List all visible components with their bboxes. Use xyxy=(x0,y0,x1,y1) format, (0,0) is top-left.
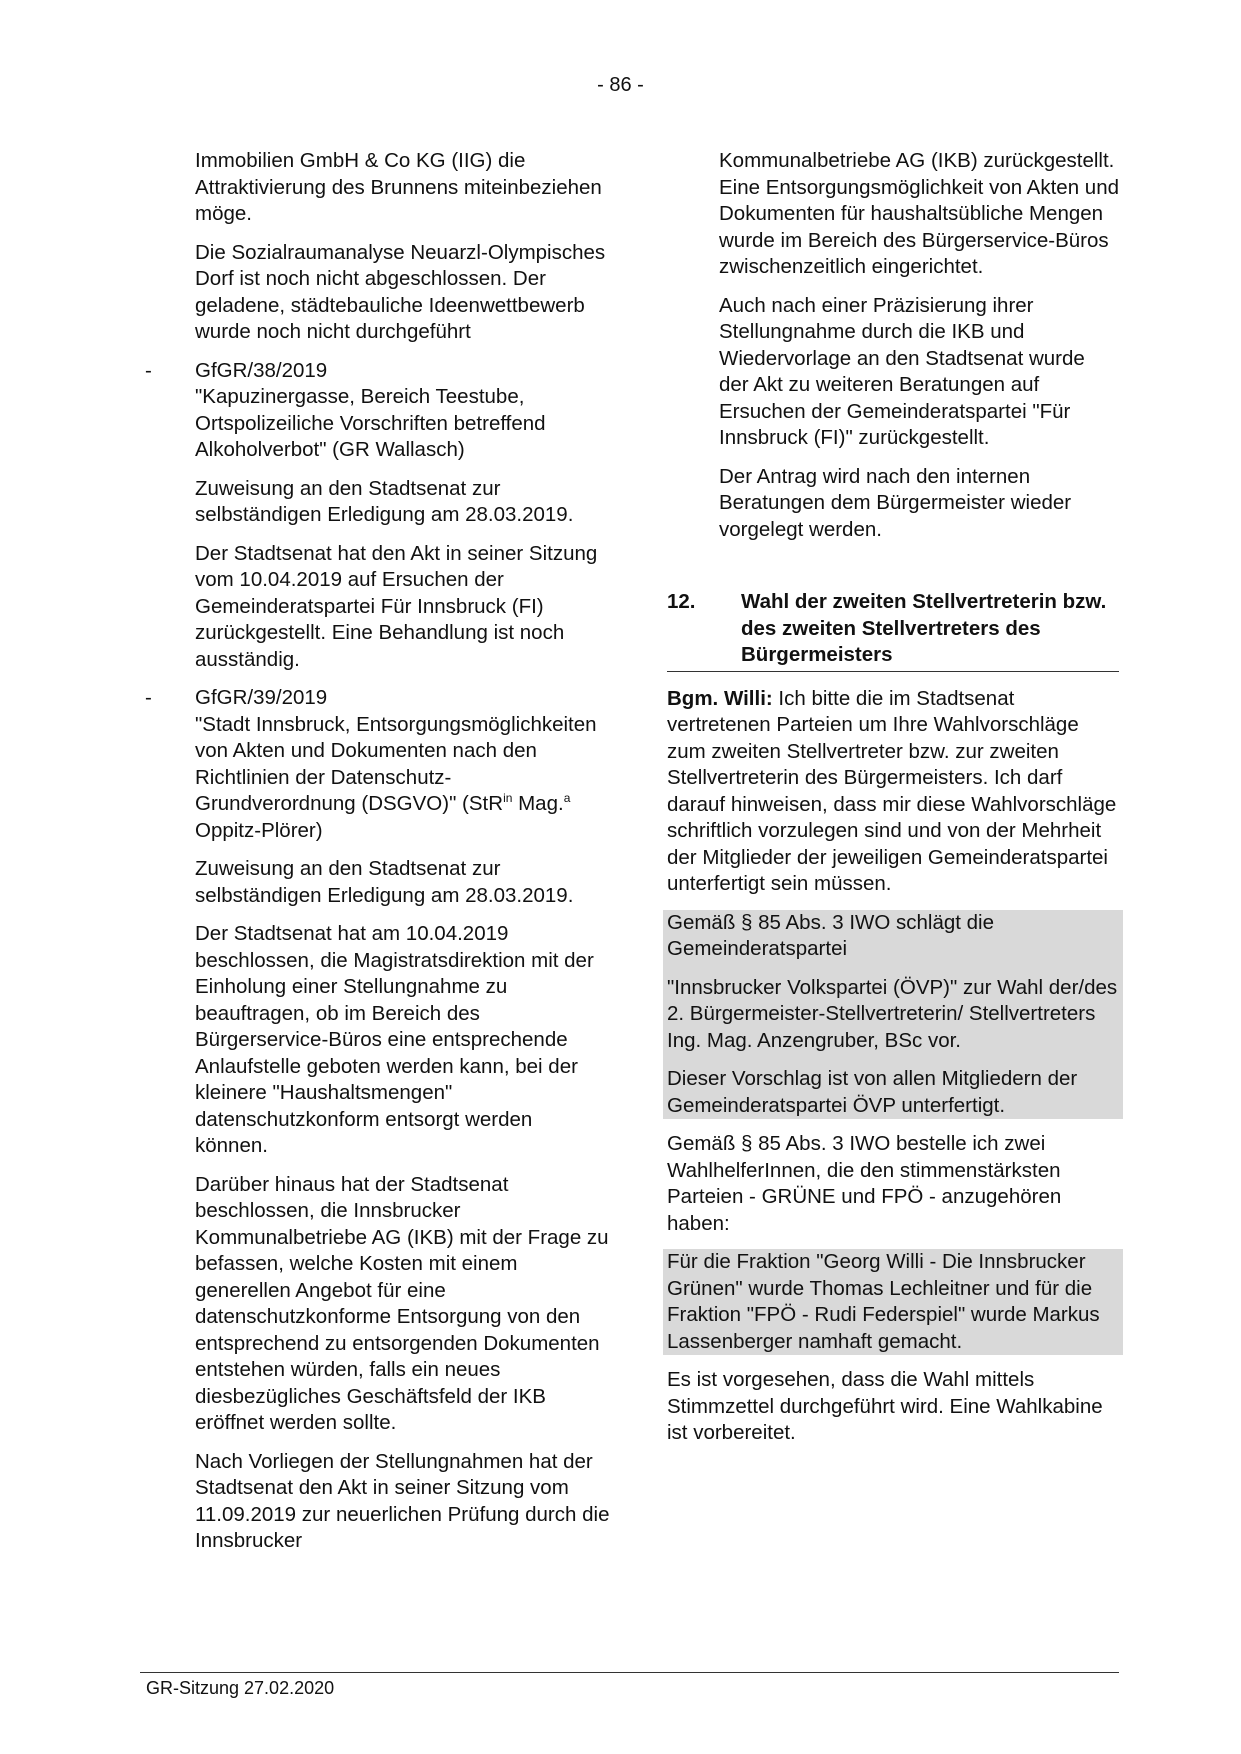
title-part: Oppitz-Plörer) xyxy=(195,818,323,842)
left-column xyxy=(140,148,610,1567)
title-part: "Stadt Innsbruck, Entsorgungsmöglichkeiten von Akten und Dokumenten nach den Richtlinien der Datenschutz-Grundverordnung (DSGVO)" (StR xyxy=(195,712,597,815)
list-dash: - xyxy=(145,686,152,709)
speech-paragraph xyxy=(667,686,1119,898)
item-title: "Kapuzinergasse, Bereich Teestube, Ortspolizeiliche Vorschriften betreffend Alkoholverbot" (GR Wallasch) xyxy=(195,385,546,461)
paragraph: Es ist vorgesehen, dass die Wahl mittels Stimmzettel durchgeführt wird. Eine Wahlkabine ist vorbereitet. xyxy=(667,1368,1103,1444)
speaker-label: Bgm. Willi: xyxy=(667,686,773,710)
title-part: Mag. xyxy=(512,792,564,815)
paragraph: Zuweisung an den Stadtsenat zur selbständigen Erledigung am 28.03.2019. xyxy=(195,857,574,907)
list-item xyxy=(140,358,610,464)
paragraph: Nach Vorliegen der Stellungnahmen hat der Stadtsenat den Akt in seiner Sitzung vom 11.09.2019 zur neuerlichen Prüfung durch die Innsbrucker xyxy=(195,1449,610,1552)
paragraph: Der Stadtsenat hat den Akt in seiner Sitzung vom 10.04.2019 auf Ersuchen der Gemeinderatspartei Für Innsbruck (FI) zurückgestellt. Eine Behandlung ist noch ausständig. xyxy=(195,541,598,671)
highlight-box xyxy=(663,910,1123,1120)
section-title: Wahl der zweiten Stellvertreterin bzw. des zweiten Stellvertreters des Bürgermeisters xyxy=(741,590,1107,666)
paragraph: Zuweisung an den Stadtsenat zur selbständigen Erledigung am 28.03.2019. xyxy=(195,476,574,526)
list-item xyxy=(140,685,610,844)
paragraph: Für die Fraktion "Georg Willi - Die Innsbrucker Grünen" wurde Thomas Lechleitner und für die Fraktion "FPÖ - Rudi Federspiel" wurde Markus Lassenberger namhaft gemacht. xyxy=(667,1250,1100,1353)
footer-text: GR-Sitzung 27.02.2020 xyxy=(146,1678,335,1698)
paragraph: Kommunalbetriebe AG (IKB) zurückgestellt. Eine Entsorgungsmöglichkeit von Akten und Dokumenten für haushaltsübliche Mengen wurde im Bereich des Bürgerservice-Büros zwischenzeitlich eingerichtet. xyxy=(719,149,1120,278)
paragraph: Auch nach einer Präzisierung ihrer Stellungnahme durch die IKB und Wiedervorlage an den Stadtsenat wurde der Akt zu weiteren Beratungen auf Ersuchen der Gemeinderatspartei "Für Innsbruck (FI)" zurückgestellt. xyxy=(719,293,1085,449)
paragraph: Der Stadtsenat hat am 10.04.2019 beschlossen, die Magistratsdirektion mit der Einholung einer Stellungnahme zu beauftragen, ob im Bereich des Bürgerservice-Büros eine entsprechende Anlaufstelle geboten werden kann, bei der kleinere "Haushaltsmengen" datenschutzkonform entsorgt werden können. xyxy=(195,922,594,1157)
paragraph: "Innsbrucker Volkspartei (ÖVP)" zur Wahl der/des 2. Bürgermeister-Stellvertreterin/ Stellvertreters Ing. Mag. Anzengruber, BSc vor. xyxy=(667,975,1118,1052)
item-title xyxy=(195,712,610,845)
superscript: in xyxy=(503,791,513,806)
right-column xyxy=(667,148,1119,1459)
section-heading xyxy=(667,589,1119,670)
paragraph: Immobilien GmbH & Co KG (IIG) die Attraktivierung des Brunnens miteinbeziehen möge. xyxy=(195,149,602,225)
section-number: 12. xyxy=(667,590,696,613)
page-number: - 86 - xyxy=(597,74,644,96)
paragraph: Dieser Vorschlag ist von allen Mitgliedern der Gemeinderatspartei ÖVP unterfertigt. xyxy=(667,1067,1078,1117)
superscript: a xyxy=(563,791,571,806)
paragraph: Die Sozialraumanalyse Neuarzl-Olympisches Dorf ist noch nicht abgeschlossen. Der geladene, städtebauliche Ideenwettbewerb wurde noch nicht durchgeführt xyxy=(195,240,606,343)
highlight-box xyxy=(663,1249,1123,1355)
list-dash: - xyxy=(145,358,152,382)
heading-divider xyxy=(667,671,1119,672)
speech-text: Ich bitte die im Stadtsenat vertretenen Parteien um Ihre Wahlvorschläge zum zweiten Stellvertreter bzw. zur zweiten Stellvertreterin des Bürgermeisters. Ich darf darauf hinweisen, dass mir diese Wahlvorschläge schriftlich vorzulegen sind und von der Mehrheit der Mitglieder der jeweiligen Gemeinderatspartei unterfertigt sein müssen. xyxy=(667,686,1117,895)
paragraph: Gemäß § 85 Abs. 3 IWO bestelle ich zwei WahlhelferInnen, die den stimmenstärksten Parteien - GRÜNE und FPÖ - anzugehören haben: xyxy=(667,1132,1062,1235)
item-reference: GfGR/38/2019 xyxy=(195,358,328,382)
item-reference: GfGR/39/2019 xyxy=(195,686,328,709)
paragraph: Gemäß § 85 Abs. 3 IWO schlägt die Gemeinderatspartei xyxy=(667,910,995,960)
paragraph: Darüber hinaus hat der Stadtsenat beschlossen, die Innsbrucker Kommunalbetriebe AG (IKB) mit der Frage zu befassen, welche Kosten mit einem generellen Angebot für eine datenschutzkonforme Entsorgung von den entsprechend zu entsorgenden Dokumenten entstehen würden, falls ein neues diesbezügliches Geschäftsfeld der IKB eröffnet werden sollte. xyxy=(195,1172,609,1434)
paragraph: Der Antrag wird nach den internen Beratungen dem Bürgermeister wieder vorgelegt werden. xyxy=(719,464,1072,541)
footer-divider xyxy=(140,1672,1119,1673)
